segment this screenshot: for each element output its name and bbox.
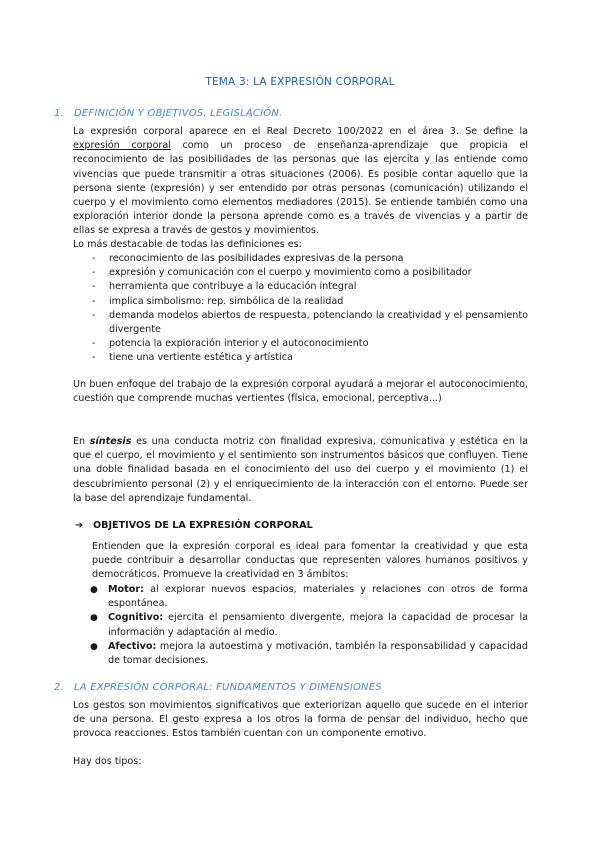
dash-icon: -: [92, 338, 96, 350]
list-item-text: potencia la exploración interior y el autoconocimiento: [109, 338, 369, 350]
definition-text-a: La expresión corporal aparece en el Real Decreto 100/2022 en el área 3. Se define la: [73, 126, 528, 137]
section-2-title: LA EXPRESIÓN CORPORAL: FUNDAMENTOS Y DIMENSIONES: [74, 682, 382, 693]
objective-label: Cognitivo:: [108, 612, 164, 624]
definition-text-b: como un proceso de enseñanza-aprendizaje que propicia el reconocimiento de las posibilidades de las personas que las ejercita y las entiende como vivencias que puede transmitir a otras situaciones (2006). Es posible contar aquello que la persona siente (expresión) y ser entendido por otras personas (comunicación) utilizando el cuerpo y el movimiento como elementos mediadores (2015). Se entiende también como una exploración interior donde la persona aprende como es a través de vivencias y a partir de ellas se expresa a través de gestos y movimientos.: [73, 140, 529, 237]
list-item-text: demanda modelos abiertos de respuesta, potenciando la creatividad y el pensamiento divergente: [109, 309, 528, 336]
bullet-icon: ●: [90, 585, 98, 595]
objective-item: [88, 611, 528, 639]
list-item-text: reconocimiento de las posibilidades expresivas de la persona: [109, 253, 404, 264]
types-intro: Hay dos tipos:: [73, 756, 142, 767]
list-item-text: expresión y comunicación con el cuerpo y movimiento como a posibilitador: [109, 267, 472, 279]
dash-icon: -: [92, 309, 96, 321]
list-item: [92, 337, 528, 351]
synthesis-prefix: En: [73, 436, 90, 447]
bullet-icon: ●: [90, 613, 98, 624]
list-item: [92, 280, 528, 294]
list-item: [92, 252, 528, 266]
gestures-paragraph: Los gestos son movimientos significativos que exteriorizan aquello que sucede en el interior de una persona. El gesto expresa a los otros la forma de pensar del individuo, hecho que provoca reacciones. Estos también cuentan con un componente emotivo.: [73, 700, 528, 740]
section-2-heading: [54, 682, 382, 693]
dash-icon: -: [92, 295, 96, 307]
dash-icon: -: [92, 267, 96, 279]
list-item-text: implica simbolismo: rep. simbólica de la realidad: [109, 295, 344, 307]
section-1-title: DEFINICIÓN Y OBJETIVOS. LEGISLACIÓN.: [74, 108, 283, 119]
synthesis-text: es una conducta motriz con finalidad expresiva, comunicativa y estética en la que el cuerpo, el movimiento y el sentimiento son instrumentos básicos que confluyen. Tiene una doble finalidad basada en el conocimiento del uso del cuerpo y el movimiento (1) el descubrimiento personal (2) y el enriquecimiento de la interacción con el entorno. Puede ser la base del aprendizaje fundamental.: [73, 436, 528, 504]
dash-icon: -: [92, 352, 96, 364]
highlights-list: [92, 252, 528, 366]
objective-label: Motor:: [108, 584, 144, 595]
list-item: [92, 351, 528, 365]
objectives-heading: [75, 520, 313, 531]
section-2-number: 2.: [54, 682, 64, 693]
synthesis-paragraph: [73, 435, 528, 506]
list-intro: Lo más destacable de todas las definiciones es:: [73, 239, 302, 250]
synthesis-term: síntesis: [89, 436, 132, 447]
approach-paragraph: Un buen enfoque del trabajo de la expresión corporal ayudará a mejorar el autoconocimiento, cuestión que comprende muchas vertientes (física, emocional, perceptiva...): [73, 379, 528, 405]
list-item-text: tiene una vertiente estética y artística: [109, 352, 293, 364]
bullet-icon: ●: [90, 641, 98, 652]
objective-item: [88, 583, 528, 611]
objective-text: ejercita el pensamiento divergente, mejora la capacidad de procesar la información y adaptación al medio.: [108, 612, 528, 638]
objectives-list: [88, 583, 528, 668]
objectives-intro: Entienden que la expresión corporal es ideal para fomentar la creatividad y que esta puede contribuir a desarrollar conductas que representen valores humanos positivos y democráticos. Promueve la creatividad en 3 ámbitos:: [92, 541, 528, 581]
objective-item: [88, 640, 528, 668]
objective-text: al explorar nuevos espacios, materiales y relaciones con otros de forma espontánea.: [108, 584, 528, 610]
dash-icon: -: [92, 281, 96, 293]
list-item: [92, 266, 528, 280]
list-item: [92, 309, 528, 337]
section-1-number: 1.: [54, 108, 64, 119]
objective-label: Afectivo:: [108, 640, 157, 652]
list-item-text: herramienta que contribuye a la educación integral: [109, 281, 357, 293]
objective-text: mejora la autoestima y motivación, también la responsabilidad y capacidad de tomar decisiones.: [108, 640, 528, 667]
page-title: TEMA 3: LA EXPRESIÓN CORPORAL: [205, 76, 395, 88]
dash-icon: -: [92, 253, 96, 264]
list-item: [92, 295, 528, 309]
definition-paragraph: [73, 125, 528, 239]
definition-term: expresión corporal: [73, 140, 171, 152]
section-1-heading: [54, 108, 282, 119]
objectives-heading-text: OBJETIVOS DE LA EXPRESIÓN CORPORAL: [93, 520, 313, 531]
arrow-icon: ➔: [75, 520, 84, 531]
